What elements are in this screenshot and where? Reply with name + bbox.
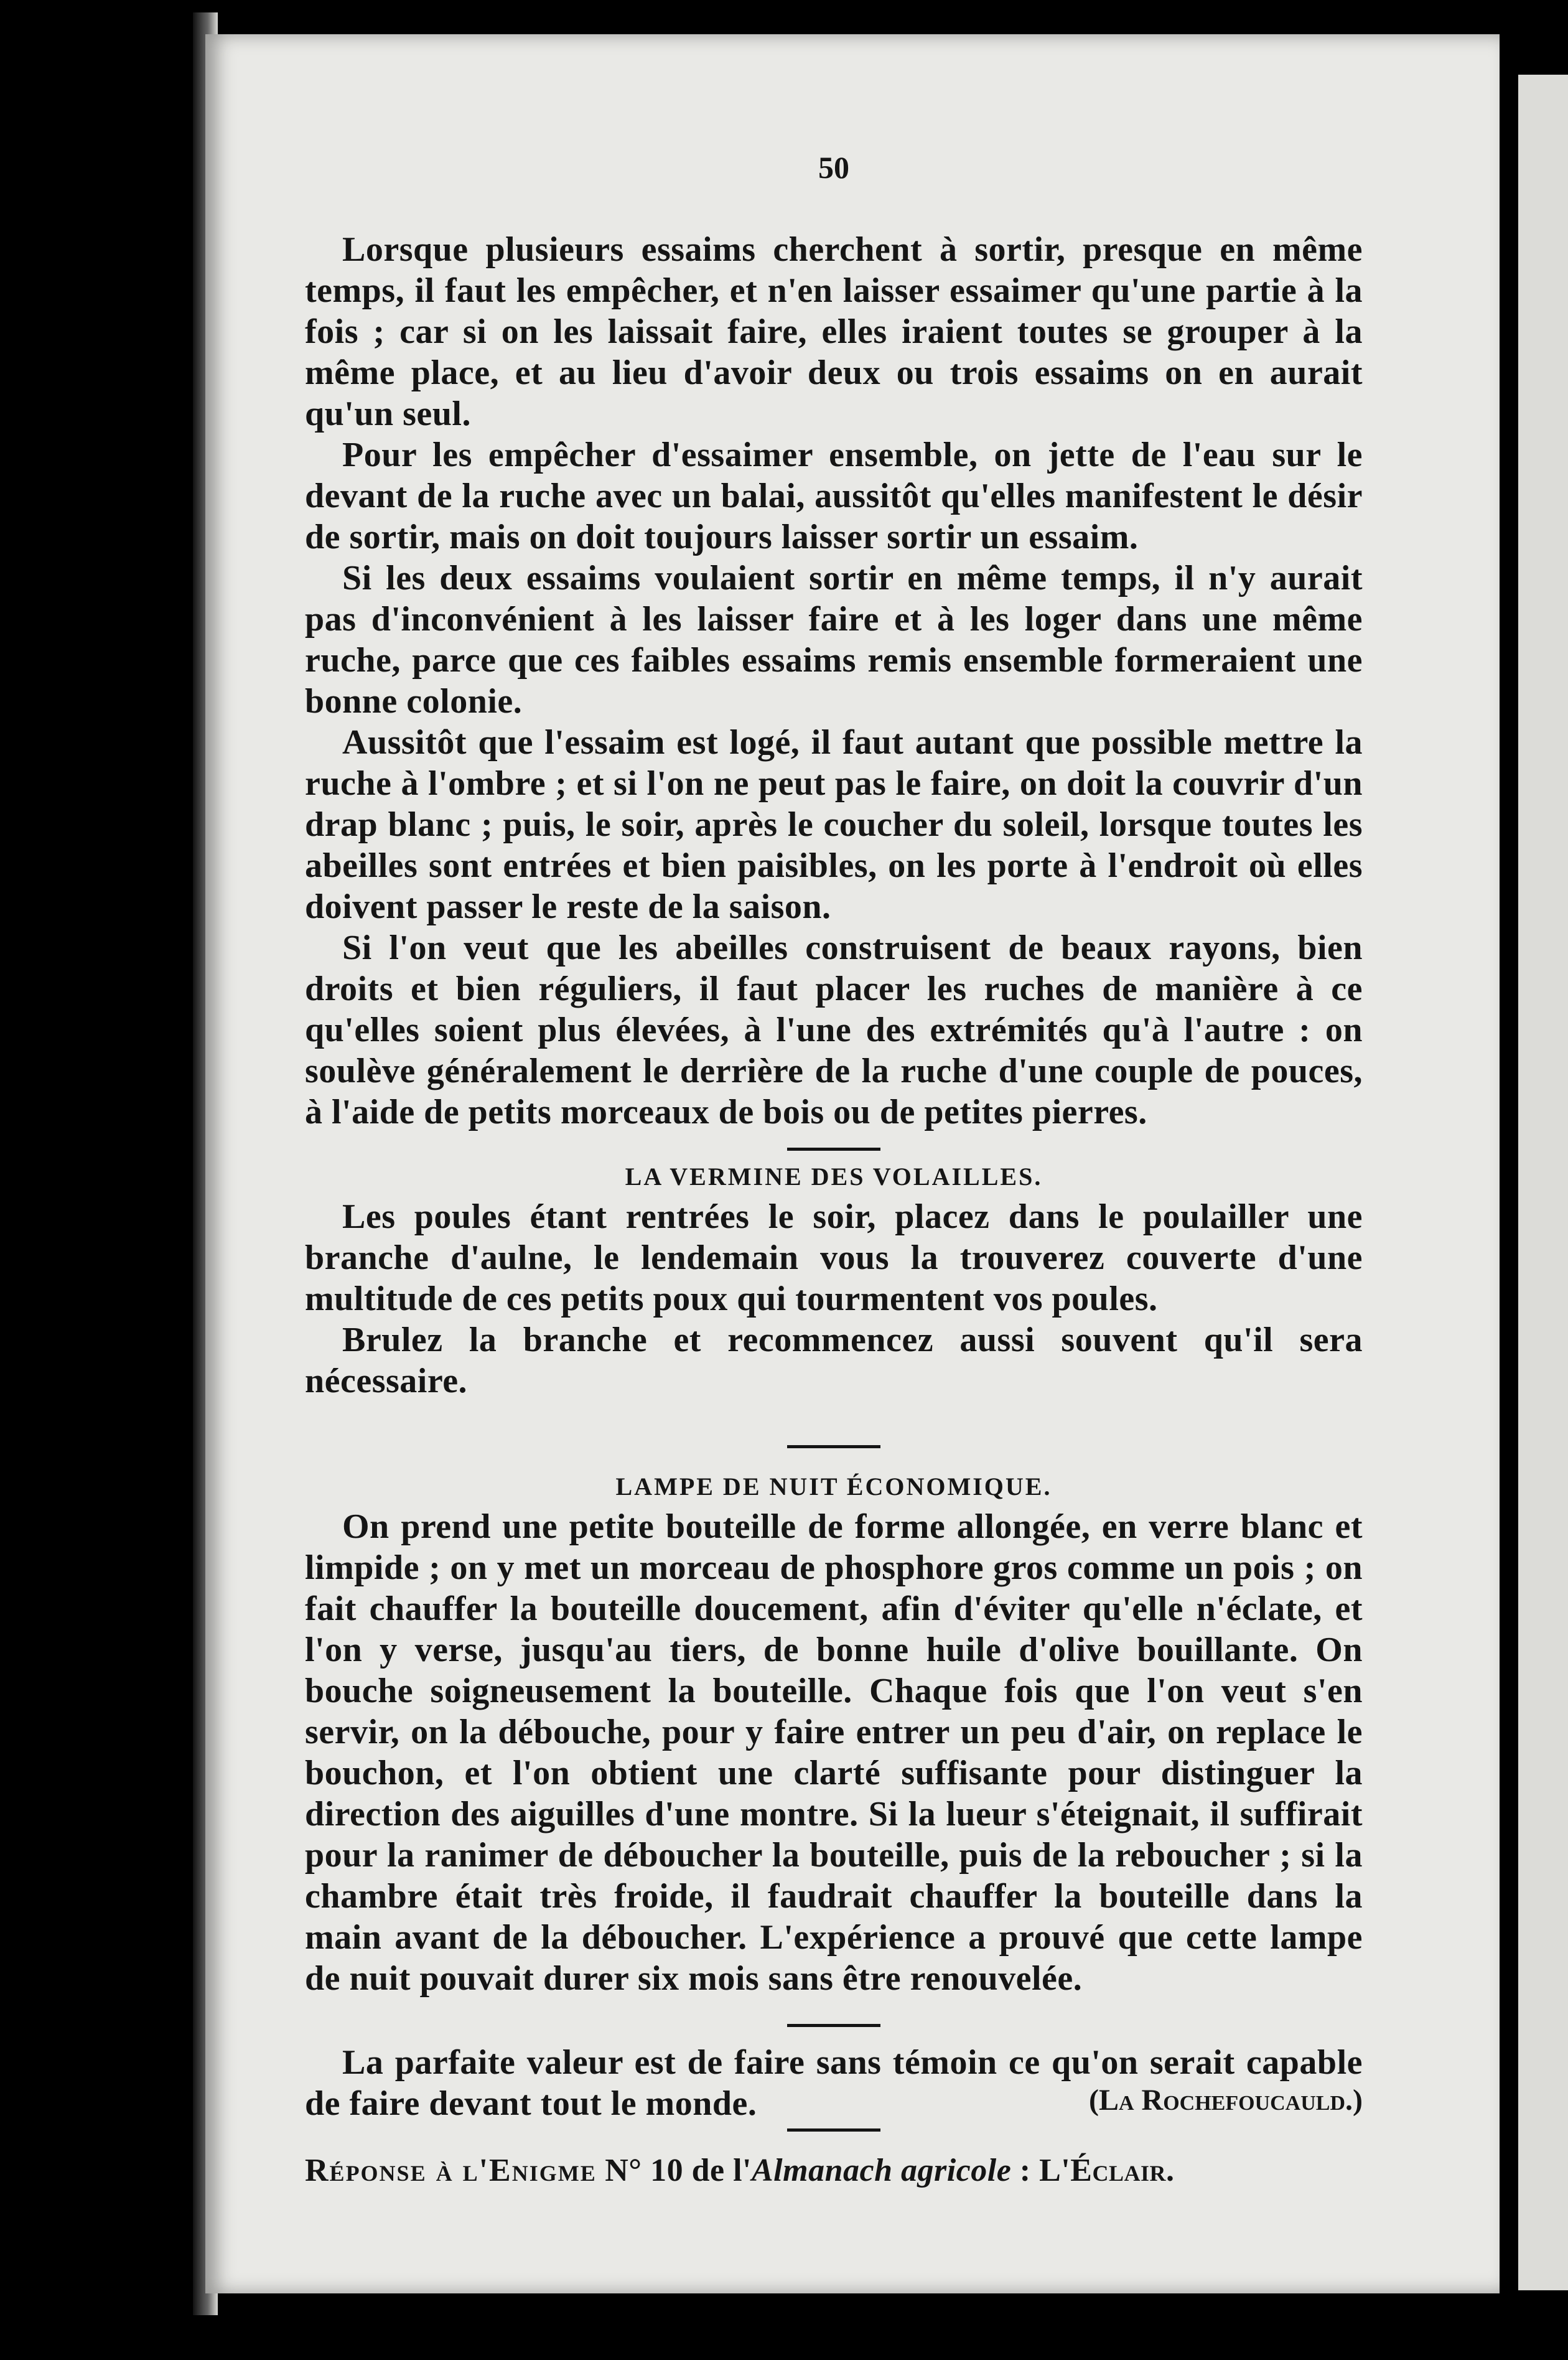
page-content — [305, 149, 1363, 2191]
facing-page-edge — [1518, 75, 1568, 2290]
section-title: LA VERMINE DES VOLAILLES. — [625, 1163, 1043, 1191]
answer-number: N° 10 — [605, 2153, 684, 2188]
section-divider — [787, 2024, 880, 2027]
paragraph: Lorsque plusieurs essaims cherchent à sortir, presque en même temps, il faut les empêcher, et n'en laisser essaimer qu'une partie à la fois ; car si on les laissait faire, elles iraient toutes se grouper à la même place, et au lieu d'avoir deux ou trois essaims on en aurait qu'un seul. — [305, 230, 1363, 433]
maxim-attribution: (La Rochefoucauld.) — [1089, 2084, 1363, 2117]
paragraph: On prend une petite bouteille de forme allongée, en verre blanc et limpide ; on y met un morceau de phosphore gros comme un pois ; on fait chauffer la bouteille doucement, afin d'éviter qu'elle n'éclate, et l'on y verse, jusqu'au tiers, de bonne huile d'olive bouillante. On bouche soigneusement la bouteille. Chaque fois que l'on veut s'en servir, on la débouche, pour y faire entrer un peu d'air, on replace le bouchon, et l'on obtient une clarté suffisante pour distinguer la direction des aiguilles d'une montre. Si la lueur s'éteignait, il suffirait pour la ranimer de déboucher la bouteille, puis de la reboucher ; si la chambre était très froide, il faudrait chauffer la bouteille dans la main avant de la déboucher. L'expérience a prouvé que cette lampe de nuit pouvait durer six mois sans être renouvelée. — [305, 1507, 1363, 1998]
vermin-section — [305, 1162, 1363, 1402]
paragraph: Brulez la branche et recommencez aussi souvent qu'il sera nécessaire. — [305, 1321, 1363, 1400]
answer-colon: : — [1011, 2153, 1040, 2188]
paragraph: Si l'on veut que les abeilles construisent de beaux rayons, bien droits et bien réguliers, il faut placer les ruches de manière à ce qu'elles soient plus élevées, à l'une des extrémités qu'à l'autre : on soulève généralement le derrière de la ruche d'une couple de pouces, à l'aide de petits morceaux de bois ou de petites pierres. — [305, 929, 1363, 1131]
section-divider — [787, 2128, 880, 2132]
section-divider — [787, 1148, 880, 1151]
answer-solution: L'Éclair. — [1039, 2153, 1175, 2188]
answer-source: Almanach agricole — [752, 2153, 1012, 2188]
paragraph: Pour les empêcher d'essaimer ensemble, on jette de l'eau sur le devant de la ruche avec un balai, aussitôt qu'elles manifestent le désir de sortir, mais on doit toujours laisser sortir un essaim. — [305, 436, 1363, 556]
lamp-section — [305, 1472, 1363, 1999]
swarms-text — [305, 229, 1363, 1133]
page-number: 50 — [818, 150, 849, 185]
paragraph: Les poules étant rentrées le soir, placez dans le poulailler une branche d'aulne, le lendemain vous la trouverez couverte d'une multitude de ces petits poux qui tourmentent vos poules. — [305, 1197, 1363, 1318]
maxim-text: La parfaite valeur est de faire sans témoin ce qu'on serait capable de faire devant tout le monde. — [305, 2043, 1363, 2123]
answer-label: Réponse à l'Enigme — [305, 2153, 597, 2188]
section-divider — [787, 1445, 880, 1448]
paragraph: Aussitôt que l'essaim est logé, il faut autant que possible mettre la ruche à l'ombre ; et si l'on ne peut pas le faire, on doit la couvrir d'un drap blanc ; puis, le soir, après le coucher du soleil, lorsque toutes les abeilles sont entrées et bien paisibles, on les porte à l'endroit où elles doivent passer le reste de la saison. — [305, 723, 1363, 926]
answer-connector: de l' — [691, 2153, 752, 2188]
section-title: LAMPE DE NUIT ÉCONOMIQUE. — [615, 1473, 1052, 1501]
paragraph: Si les deux essaims voulaient sortir en même temps, il n'y aurait pas d'inconvénient à les laisser faire et à les loger dans une même ruche, parce que ces faibles essaims remis ensemble formeraient une bonne colonie. — [305, 559, 1363, 721]
maxim-block — [305, 2042, 1363, 2123]
riddle-answer — [305, 2150, 1363, 2191]
